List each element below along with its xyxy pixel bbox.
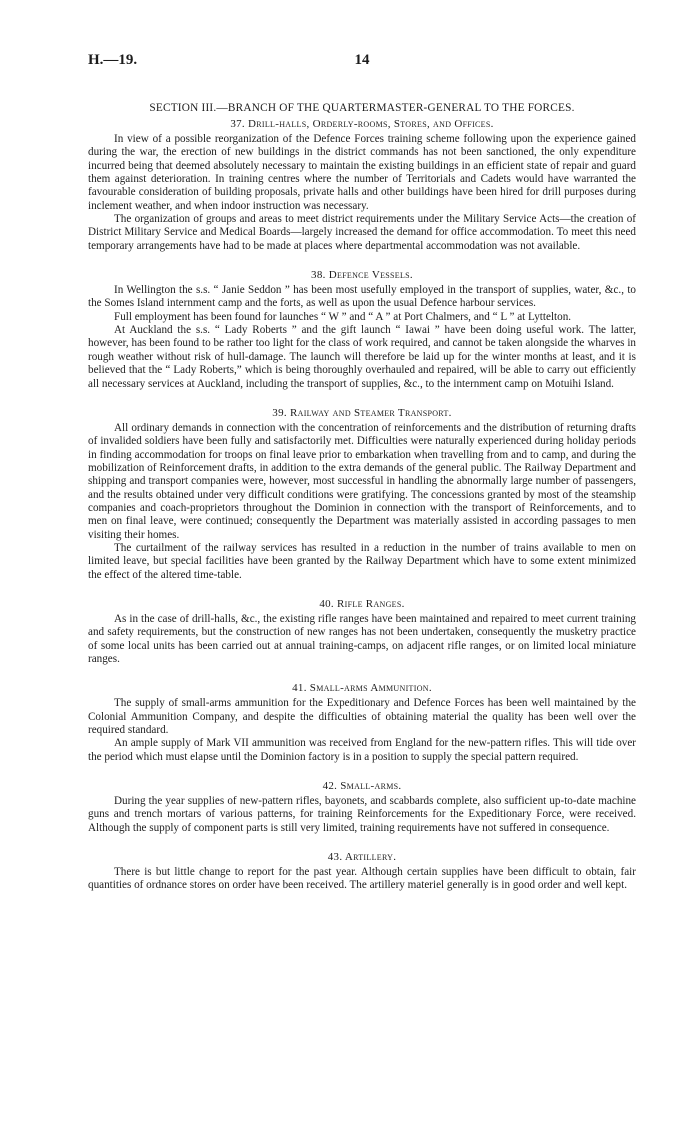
paragraph: At Auckland the s.s. “ Lady Roberts ” and the gift launch “ Iawai ” have been doing useful work. The latter, however, has been found to be rather too light for the class of work required, and cannot be taken alongside the wharves in rough weather without risk of hull-damage. The launch will therefore be laid up for the winter months at least, and it is believed that the “ Lady Roberts,” which is being thoroughly overhauled and repaired, will be able to carry out efficiently all necessary services at Auckland, including the transport of supplies, &c., to the internment camp on Motuihi Island. <box>88 324 636 390</box>
paragraph: The curtailment of the railway services has resulted in a reduction in the number of trains available to men on limited leave, but special facilities have been granted by the Railway Department which have to some extent minimized the effect of the altered time-table. <box>88 541 636 581</box>
paragraph: Full employment has been found for launches “ W ” and “ A ” at Port Chalmers, and “ L ” at Lyttelton. <box>114 310 572 323</box>
section-heading-37: 37. Drill-halls, Orderly-rooms, Stores, and Offices. <box>230 118 494 130</box>
section-heading-40: 40. Rifle Ranges. <box>319 597 405 610</box>
section-heading-43: 43. Artillery. <box>327 851 397 864</box>
section-heading-39: 39. Railway and Steamer Transport. <box>272 406 452 419</box>
paragraph: During the year supplies of new-pattern rifles, bayonets, and scabbards complete, also sufficient up-to-date machine guns and trench mortars of various patterns, for training Reinforcements for the Expeditionary Force, were received. Although the supply of component parts is still very limited, training requirements have not suffered in consequence. <box>88 795 636 834</box>
section-heading-42: 42. Small-arms. <box>322 780 402 793</box>
paragraph: The organization of groups and areas to meet district requirements under the Military Service Acts—the creation of District Military Service and Medical Boards—largely increased the demand for office accommodation. To meet this need temporary arrangements have had to be made at places where departmental accommodation was not available. <box>88 213 636 252</box>
page-number: 14 <box>354 52 370 68</box>
paragraph: As in the case of drill-halls, &c., the existing rifle ranges have been maintained and repaired to meet current training and safety requirements, but the construction of new ranges has not been undertaken, consequently the musketry practice of some local units has been carried out at annual training-camps, on adjacent rifle ranges, or on limited local miniature ranges. <box>88 612 636 665</box>
document-reference: H.—19. <box>88 52 138 68</box>
section-heading-38: 38. Defence Vessels. <box>311 269 413 282</box>
page-body <box>88 102 636 893</box>
page-header <box>88 52 636 74</box>
paragraph: All ordinary demands in connection with the concentration of reinforcements and the distribution of returning drafts of invalided soldiers have been fully and satisfactorily met. Difficulties were naturally experienced during holiday periods in finding accommodation for troops on final leave prior to embarkation when travelling from and to camp, and during the mobilization of Reinforcement drafts, in addition to the extra demands of the general public. The Railway Department and shipping and transport companies were, however, most successful in handling the abnormally large number of passengers, and the results obtained under very difficult conditions were gratifying. The concessions granted by most of the steamship companies and coach-proprietors throughout the Dominion in connection with the transport of Reinforcements, and to men on final leave, were continued; consequently the Department was materially assisted in according passages to men visiting their homes. <box>88 421 636 541</box>
section-heading-41: 41. Small-arms Ammunition. <box>292 682 432 695</box>
paragraph: There is but little change to report for the past year. Although certain supplies have been difficult to obtain, fair quantities of ordnance stores on order have been received. The artillery materiel generally is in good order and well kept. <box>88 866 636 892</box>
section-title: SECTION III.—BRANCH OF THE QUARTERMASTER-GENERAL TO THE FORCES. <box>149 102 575 114</box>
paragraph: In view of a possible reorganization of the Defence Forces training scheme following upon the experience gained during the war, the erection of new buildings in the district commands has not been sanctioned, the only expenditure incurred being that deemed absolutely necessary to maintain the existing buildings in an efficient state of repair and guard them against deterioration. In training centres where the number of Territorials and Cadets would have warranted the favourable consideration of building proposals, private halls and other buildings have been hired for drill purposes during inclement weather, and when indoor instruction was necessary. <box>88 133 636 212</box>
paragraph: The supply of small-arms ammunition for the Expeditionary and Defence Forces has been well maintained by the Colonial Ammunition Company, and despite the difficulties of obtaining material the quality has been well over the required standard. <box>88 697 636 737</box>
paragraph: In Wellington the s.s. “ Janie Seddon ” has been most usefully employed in the transport of supplies, water, &c., to the Somes Island internment camp and the forts, as well as upon the usual Defence harbour services. <box>88 284 636 310</box>
paragraph: An ample supply of Mark VII ammunition was received from England for the new-pattern rifles. This will tide over the period which must elapse until the Dominion factory is in a position to supply the special pattern required. <box>88 737 636 763</box>
